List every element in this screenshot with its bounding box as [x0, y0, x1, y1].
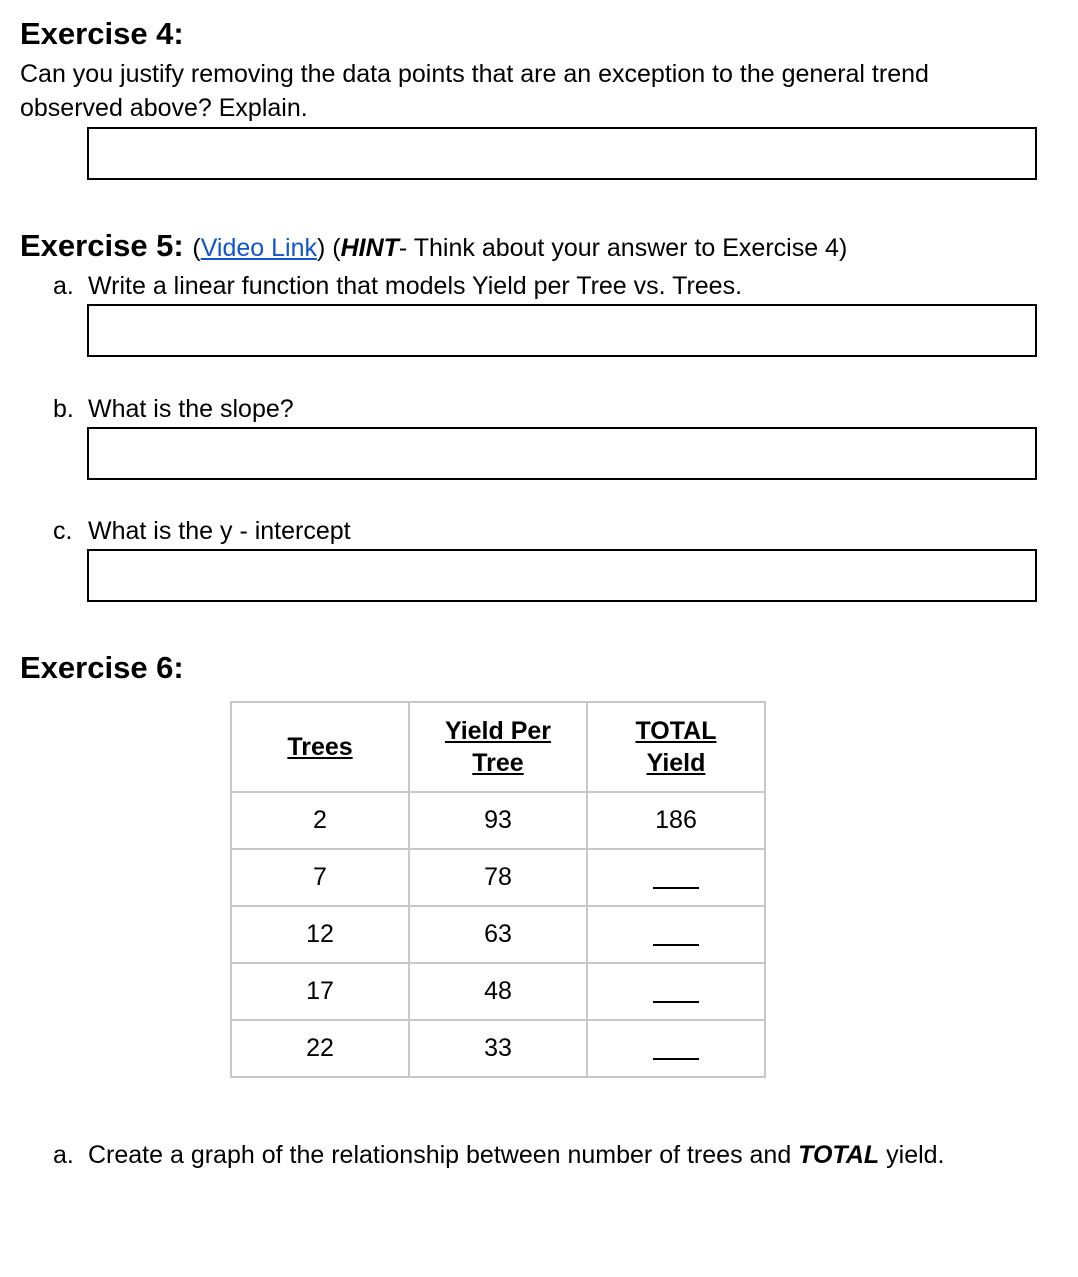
cell-trees: 2	[231, 792, 409, 849]
total-yield-blank[interactable]	[653, 1040, 699, 1060]
exercise-5a-answer-box[interactable]	[87, 304, 1037, 357]
header-trees: Trees	[231, 702, 409, 792]
table-header-row	[231, 702, 765, 792]
open-paren: (	[192, 234, 201, 262]
cell-total-yield[interactable]	[587, 1020, 765, 1077]
item-text: Write a linear function that models Yield per Tree vs. Trees.	[88, 272, 743, 300]
cell-total-yield[interactable]	[587, 963, 765, 1020]
item-marker: c.	[53, 517, 73, 545]
cell-yield-per-tree: 48	[409, 963, 587, 1020]
table-row	[231, 906, 765, 963]
exercise-5-heading-line	[20, 228, 847, 266]
total-yield-blank[interactable]	[653, 869, 699, 889]
cell-yield-per-tree: 93	[409, 792, 587, 849]
cell-yield-per-tree: 78	[409, 849, 587, 906]
exercise-5-item-c	[53, 515, 351, 547]
cell-trees: 7	[231, 849, 409, 906]
cell-total-yield[interactable]	[587, 849, 765, 906]
exercise-5b-answer-box[interactable]	[87, 427, 1037, 480]
video-link[interactable]: Video Link	[200, 234, 317, 262]
exercise-4-answer-box[interactable]	[87, 127, 1037, 180]
exercise-6-item-a	[53, 1139, 945, 1171]
exercise-5-subtitle	[192, 234, 847, 262]
yield-table	[230, 701, 766, 1078]
close-paren-hint-open: ) (	[316, 234, 341, 262]
exercise-4-heading: Exercise 4:	[20, 16, 184, 51]
hint-text: - Think about your answer to Exercise 4)	[398, 234, 848, 262]
item-marker: a.	[53, 1141, 74, 1169]
header-yield-per-tree: Yield Per Tree	[409, 702, 587, 792]
header-total-yield: TOTAL Yield	[587, 702, 765, 792]
cell-trees: 17	[231, 963, 409, 1020]
exercise-5-heading: Exercise 5:	[20, 228, 184, 263]
item-text: What is the slope?	[88, 395, 294, 423]
hint-label: HINT	[340, 234, 399, 262]
exercise-6-heading: Exercise 6:	[20, 650, 184, 685]
exercise-5-item-a	[53, 270, 742, 302]
item-text-before: Create a graph of the relationship between number of trees and	[88, 1141, 799, 1169]
cell-yield-per-tree: 33	[409, 1020, 587, 1077]
table-row	[231, 849, 765, 906]
table-row	[231, 792, 765, 849]
item-text: What is the y - intercept	[88, 517, 351, 545]
exercise-5-item-b	[53, 393, 294, 425]
table-row	[231, 1020, 765, 1077]
item-text-after: yield.	[879, 1141, 945, 1169]
item-marker: b.	[53, 395, 74, 423]
item-marker: a.	[53, 272, 74, 300]
table-row	[231, 963, 765, 1020]
cell-yield-per-tree: 63	[409, 906, 587, 963]
total-yield-blank[interactable]	[653, 983, 699, 1003]
total-yield-blank[interactable]	[653, 926, 699, 946]
cell-total-yield: 186	[587, 792, 765, 849]
item-text-emphasis: TOTAL	[798, 1141, 880, 1169]
cell-total-yield[interactable]	[587, 906, 765, 963]
exercise-5c-answer-box[interactable]	[87, 549, 1037, 602]
cell-trees: 22	[231, 1020, 409, 1077]
cell-trees: 12	[231, 906, 409, 963]
exercise-4-question: Can you justify removing the data points that are an exception to the general trend observed above? Explain.	[20, 60, 929, 122]
